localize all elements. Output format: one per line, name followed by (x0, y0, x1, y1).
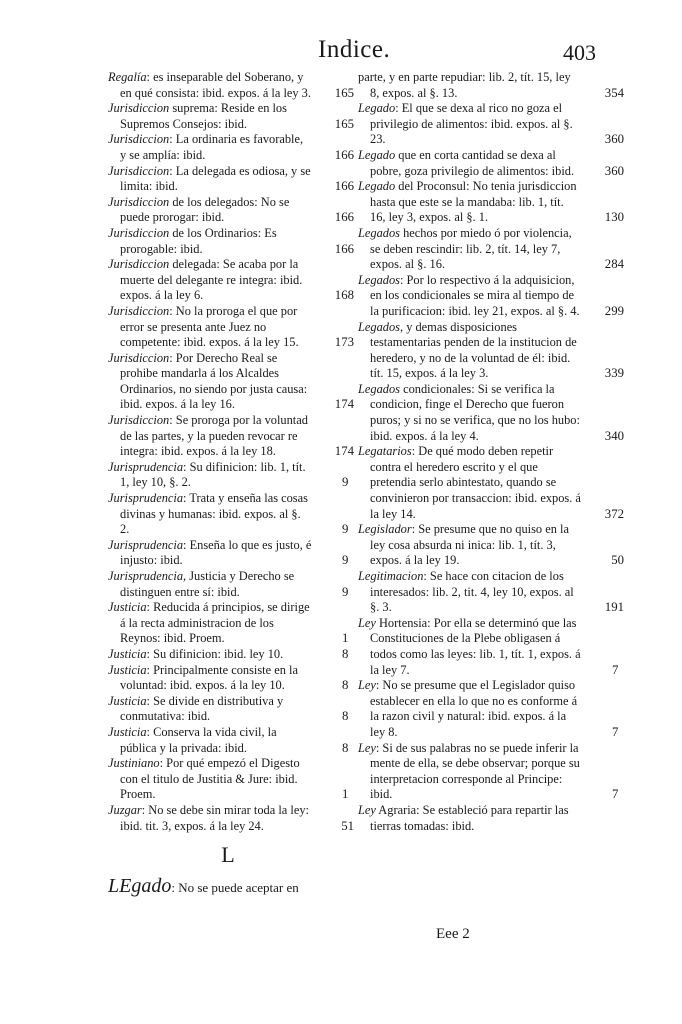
entry-headword: Jurisdiccion (108, 101, 170, 116)
entry-headword: Ley (358, 740, 376, 755)
entry-headword: Legados (358, 381, 400, 396)
entry-headword: Jurisdiccion (108, 350, 170, 365)
index-entry: Justicia: Se divide en distributiva y conmutativa: ibid. 8 (108, 693, 349, 724)
entry-page-ref: 166 (334, 210, 354, 225)
index-entry (358, 444, 624, 522)
entry-headword: Legados (358, 272, 400, 287)
entry-text: : No se presume que el Legislador quiso establecer en ella lo que no es conforme á la razon civil y natural: ibid. expos. á la ley 8. (370, 678, 578, 739)
entry-text: : La delegada es odiosa, y se limita: ibid. (120, 163, 311, 194)
index-entry (358, 803, 618, 834)
signature-mark: Eee 2 (436, 926, 470, 942)
entry-text: : Se proroga por la voluntad de las partes, y la pueden revocar re integra: ibid. expos. á la ley 18. (120, 413, 308, 459)
entry-page-ref: 360 (604, 132, 624, 147)
index-entry: Justiniano: Por qué empezó el Digesto con el titulo de Justitia & Jure: ibid. Proem. 1 (108, 756, 349, 802)
entry-headword: Ley (358, 802, 376, 817)
entry-page-ref: 168 (334, 288, 354, 303)
entry-text: : Por qué empezó el Digesto con el titulo de Justitia & Jure: ibid. Proem. (120, 756, 300, 802)
index-entry (108, 802, 354, 834)
entry-page-ref: 130 (604, 210, 624, 225)
entry-text: parte, y en parte repudiar: lib. 2, tít. 15, ley 8, expos. al §. 13. (358, 70, 571, 100)
index-entry (108, 257, 354, 304)
entry-text: hechos por miedo ó por violencia, se deben rescindir: lib. 2, tít. 14, ley 7, expos. al §. 16. (370, 225, 572, 272)
index-entry (358, 179, 624, 226)
entry-text: Agraria: Se estableció para repartir las tierras tomadas: ibid. (370, 802, 569, 833)
entry-headword: Legado (358, 101, 396, 116)
index-entry (108, 225, 354, 257)
entry-page-ref: 165 (334, 85, 354, 100)
entry-text: suprema: Reside en los Supremos Consejos: ibid. (120, 101, 287, 131)
entry-page-ref: 166 (334, 179, 354, 194)
index-entry (108, 350, 354, 413)
entry-page-ref: 174 (334, 444, 354, 459)
entry-headword: Ley (358, 678, 376, 693)
entry-headword: Jurisprudencia (108, 569, 184, 583)
entry-page-ref: 339 (604, 366, 624, 381)
index-entry (358, 569, 624, 616)
entry-headword: Jurisprudencia (108, 491, 184, 506)
index-entry: Ley: No se presume que el Legislador quiso establecer en ella lo que no es conforme á la razon civil y natural: ibid. expos. á la ley 8. 7 (358, 678, 619, 739)
index-entry (358, 101, 624, 148)
entry-text: : Su difinicion: ibid. ley 10. (146, 646, 284, 661)
entry-headword: Legado (358, 147, 396, 162)
entry-text: de los Ordinarios: Es prorogable: ibid. (120, 225, 277, 256)
entry-headword: Jurisdiccion (108, 194, 170, 209)
index-entry (358, 225, 624, 273)
entry-text: de los delegados: No se puede prorogar: ibid. (120, 194, 290, 225)
entry-headword: Justiniano (108, 756, 160, 771)
entry-text: , y demas disposiciones testamentarias penden de la institucion de heredero, y no de la voluntad de él: ibid. tít. 15, expos. á la ley 3. (370, 319, 577, 381)
section-letter: L (221, 842, 235, 868)
entry-text: : Se divide en distributiva y conmutativa: ibid. (120, 693, 284, 724)
index-entry (108, 163, 354, 195)
index-entry (358, 70, 624, 101)
entry-headword: Jurisprudencia (108, 459, 184, 474)
entry-text: : Se hace con citacion de los interesados: lib. 2, tit. 4, ley 10, expos. al §. 3. (370, 569, 574, 615)
entry-text: : Enseña lo que es justo, é injusto: ibid. (120, 537, 312, 568)
entry-text: del Proconsul: No tenia jurisdiccion hasta que este se la mandaba: lib. 1, tít. 16, ley 3, expos. al §. 1. (370, 179, 577, 225)
entry-text: : Se presume que no quiso en la ley cosa absurda ni inica: lib. 1, tít. 3, expos. á la ley 19. (370, 522, 569, 568)
entry-text: : De qué modo deben repetir contra el heredero escrito y el que pretendia serlo abintestato, quando se convinieron por transaccion: ibid. expos. á la ley 14. (370, 444, 581, 521)
entry-page-ref: 372 (604, 506, 624, 521)
index-entry (358, 319, 624, 382)
entry-headword: Legislador (358, 522, 412, 537)
lead-text: : No se puede aceptar en (171, 880, 299, 896)
entry-headword: Juzgar (108, 802, 142, 817)
entry-headword: Ley (358, 615, 376, 630)
index-entry: Jurisprudencia: Su difinicion: lib. 1, tít. 1, ley 10, §. 2. 9 (108, 459, 349, 490)
index-entry: Jurisprudencia: Enseña lo que es justo, é injusto: ibid. 9 (108, 537, 349, 568)
index-entry (358, 522, 624, 569)
entry-text: , Justicia y Derecho se distinguen entre sí: ibid. (120, 569, 295, 599)
page-number: 403 (563, 40, 596, 65)
entry-text: : es inseparable del Soberano, y en qué consista: ibid. expos. á la ley 3. (120, 70, 311, 100)
entry-text: : Trata y enseña las cosas divinas y humanas: ibid. expos. al §. 2. (120, 491, 308, 537)
entry-text: : Conserva la vida civil, la pública y la privada: ibid. (120, 724, 277, 755)
index-entry (358, 147, 624, 179)
index-entry (108, 101, 354, 132)
entry-text: : Por Derecho Real se prohibe mandarla á los Alcaldes Ordinarios, no siendo por justa causa: ibid. expos. á la ley 16. (120, 350, 308, 412)
left-column (108, 70, 354, 898)
entry-page-ref: 299 (604, 303, 624, 318)
entry-headword: Jurisprudencia (108, 537, 184, 552)
entry-headword: Legados (358, 319, 400, 334)
entry-headword: Justicia (108, 646, 147, 661)
index-entry: Justicia: Reducida á principios, se dirige á la recta administracion de los Reynos: ibid. Proem. 1 (108, 600, 349, 646)
index-entry (108, 194, 354, 226)
entry-headword: Jurisdiccion (108, 413, 170, 428)
entry-text: : No se debe sin mirar toda la ley: ibid. tit. 3, expos. á la ley 24. (120, 802, 309, 833)
index-entry (108, 70, 354, 101)
entry-headword: Justicia (108, 693, 147, 708)
index-entry: Ley: Si de sus palabras no se puede inferir la mente de ella, se debe observar; porque su interpretacion corresponde al Principe: ibid. 7 (358, 740, 619, 802)
entry-text: : La ordinaria es favorable, y se amplía: ibid. (120, 132, 304, 162)
index-entry: Justicia: Su difinicion: ibid. ley 10. 8 (108, 646, 349, 661)
entry-headword: Jurisdiccion (108, 225, 170, 240)
index-entry (108, 132, 354, 163)
index-entry (108, 413, 354, 460)
index-entry (358, 381, 624, 444)
entry-page-ref: 166 (334, 241, 354, 256)
index-entry (358, 272, 624, 320)
entry-page-ref: 340 (604, 428, 624, 443)
entry-headword: Justicia (108, 662, 147, 677)
entry-headword: Jurisdiccion (108, 257, 170, 272)
entry-page-ref: 173 (334, 335, 354, 350)
entry-text: condicionales: Si se verifica la condicion, finge el Derecho que fueron puros; y si no se verifica, que no los hubo: ibid. expos. á la ley 4. (370, 381, 580, 443)
entry-page-ref: 165 (334, 116, 354, 131)
entry-text: : El que se dexa al rico no goza el privilegio de alimentos: ibid. expos. al §. 23. (370, 101, 573, 147)
entry-headword: Legatarios (358, 444, 412, 459)
entry-text: : Si de sus palabras no se puede inferir la mente de ella, se debe observar; porque su interpretacion corresponde al Principe: ibid. (370, 740, 580, 802)
entry-page-ref: 191 (604, 600, 624, 615)
entry-text: : Reducida á principios, se dirige á la recta administracion de los Reynos: ibid. Proem. (120, 600, 310, 646)
entry-page-ref: 166 (334, 147, 354, 162)
entry-headword: Legado (358, 179, 396, 194)
entry-page-ref: 174 (334, 397, 354, 412)
entry-text: delegada: Se acaba por la muerte del delegante re integra: ibid. expos. á la ley 6. (120, 257, 303, 303)
entry-headword: Jurisdiccion (108, 132, 170, 147)
entry-page-ref: 284 (604, 257, 624, 272)
index-entry (108, 303, 354, 351)
entry-page-ref: 360 (604, 163, 624, 178)
entry-page-ref: 51 (341, 818, 354, 833)
entry-headword: Jurisdiccion (108, 303, 170, 318)
right-column (358, 70, 624, 834)
entry-text: que en corta cantidad se dexa al pobre, goza privilegio de alimentos: ibid. (370, 147, 575, 178)
entry-headword: Legados (358, 225, 400, 240)
index-entry: Ley Hortensia: Por ella se determinó que las Constituciones de la Plebe obligasen á todos como las leyes: lib. 1, tít. 1, expos. á la ley 7. 7 (358, 615, 619, 677)
entry-text: : Principalmente consiste en la voluntad: ibid. expos. á la ley 10. (120, 662, 298, 693)
index-entry: Justicia: Principalmente consiste en la voluntad: ibid. expos. á la ley 10. 8 (108, 662, 349, 693)
entry-text: : Su difinicion: lib. 1, tít. 1, ley 10, §. 2. (120, 459, 306, 490)
entry-text: : No la proroga el que por error se presenta ante Juez no competente: ibid. expos. á la ley 15. (120, 303, 299, 350)
entry-headword: Justicia (108, 724, 147, 739)
entry-text: Hortensia: Por ella se determinó que las Constituciones de la Plebe obligasen á todos como las leyes: lib. 1, tít. 1, expos. á la ley 7. (370, 615, 581, 677)
entry-page-ref: 354 (604, 85, 624, 100)
index-entry: Jurisprudencia, Justicia y Derecho se distinguen entre sí: ibid. 9 (108, 569, 349, 599)
entry-page-ref: 50 (611, 553, 624, 568)
page-header (0, 36, 682, 72)
index-entry: Jurisprudencia: Trata y enseña las cosas divinas y humanas: ibid. expos. al §. 2. 9 (108, 491, 349, 537)
entry-text: : Por lo respectivo á la adquisicion, en los condicionales se mira al tiempo de la purificacion: ibid. ley 21, expos. al §. 4. (370, 272, 580, 318)
entry-headword: Jurisdiccion (108, 163, 170, 178)
page-title: Indice. (318, 36, 391, 63)
entry-headword: Legitimacion (358, 569, 424, 583)
index-entry: Justicia: Conserva la vida civil, la pública y la privada: ibid. 8 (108, 724, 349, 755)
lead-headword: LEgado (108, 875, 172, 898)
entry-headword: Justicia (108, 600, 147, 615)
lead-entry (108, 875, 348, 898)
entry-headword: Regalía (108, 70, 147, 84)
